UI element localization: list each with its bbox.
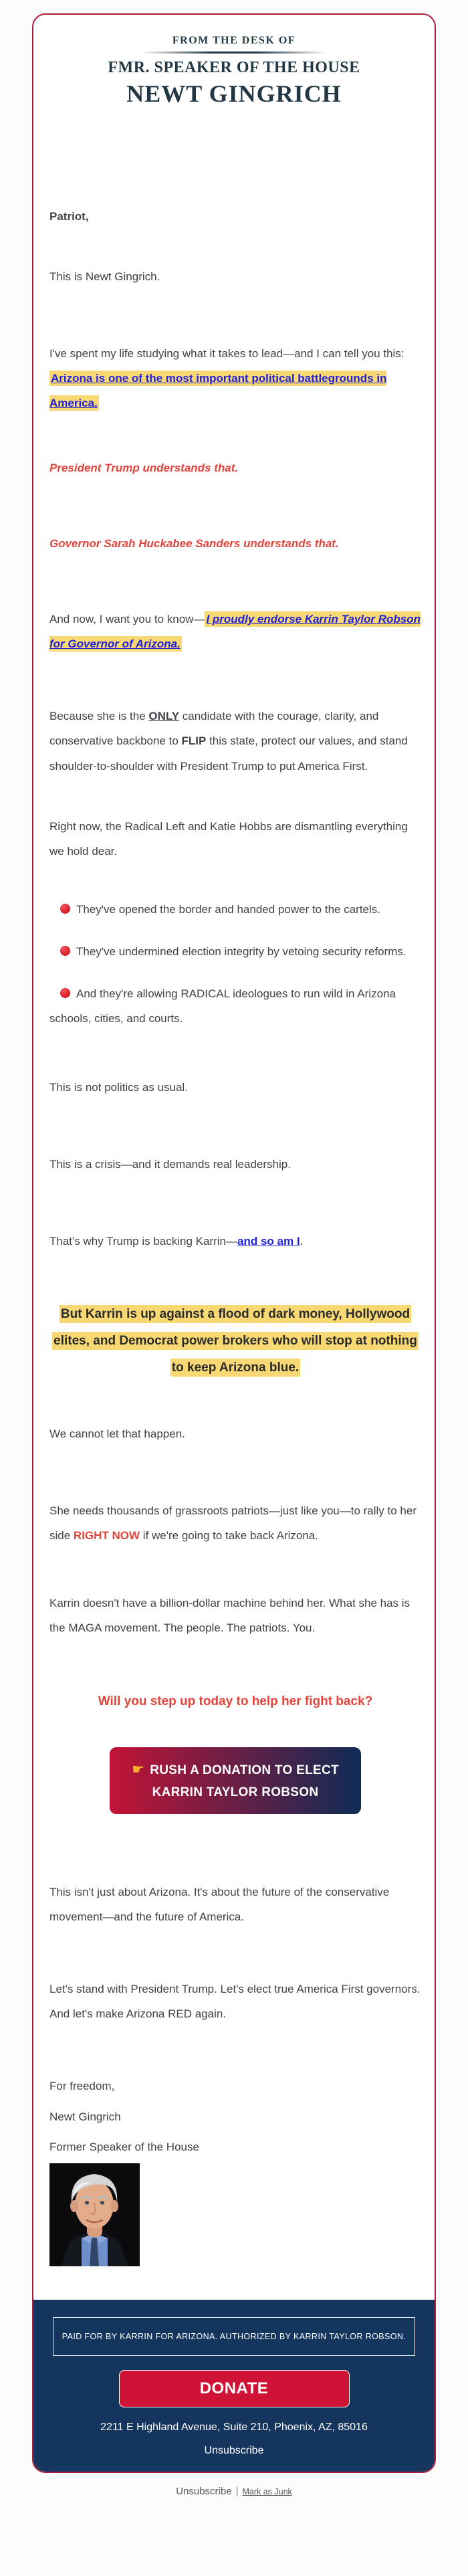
signature-title: Former Speaker of the House xyxy=(49,2140,199,2153)
paragraph-because: Because she is the ONLY candidate with the courage, clarity, and conservative backbone to FLIP this state, protect our values, and stand shoulder-to-shoulder with President Trump to put America First. xyxy=(49,710,408,773)
arizona-battleground-link[interactable]: Arizona is one of the most important political battlegrounds in America. xyxy=(49,372,387,410)
paragraph-rightnow: Right now, the Radical Left and Katie Hobbs are dismantling everything we hold dear. xyxy=(49,819,408,858)
bullet-item: And they're allowing RADICAL ideologues to run wild in Arizona schools, cities, and courts. xyxy=(49,987,396,1025)
letterhead-subtitle: FMR. SPEAKER OF THE HOUSE xyxy=(108,59,360,76)
red-circle-icon xyxy=(60,946,70,956)
letterhead-eyebrow: FROM THE DESK OF xyxy=(172,35,296,46)
only-emphasis: ONLY xyxy=(148,710,180,723)
letter-body xyxy=(33,204,435,2266)
signature-name: Newt Gingrich xyxy=(49,2110,121,2123)
endorse-link[interactable]: I proudly endorse Karrin Taylor Robson for Governor of Arizona. xyxy=(49,613,421,651)
paragraph-darkmoney: But Karrin is up against a flood of dark money, Hollywood elites, and Democrat power brokers who will stop at nothing to keep Arizona blue. xyxy=(49,1301,421,1381)
cta-section xyxy=(49,1747,421,1814)
paragraph-endorse: And now, I want you to know— I proudly endorse Karrin Taylor Robson for Governor of Arizona. xyxy=(49,613,421,651)
so-am-i-link[interactable]: and so am I xyxy=(237,1234,300,1248)
red-circle-icon xyxy=(60,988,70,998)
newt-gingrich-photo xyxy=(49,2163,140,2266)
paragraph-stand: Let's stand with President Trump. Let's elect true America First governors. And let's make Arizona RED again. xyxy=(49,1983,421,2021)
unsubscribe-link[interactable]: Unsubscribe xyxy=(176,2486,232,2498)
paragraph-cannot: We cannot let that happen. xyxy=(49,1427,185,1440)
separator: | xyxy=(235,2486,239,2498)
paid-for-disclaimer: PAID FOR BY KARRIN FOR ARIZONA. AUTHORIZED BY KARRIN TAYLOR ROBSON. xyxy=(53,2317,415,2357)
paragraph-sanders: Governor Sarah Huckabee Sanders understands that. xyxy=(49,537,339,551)
paragraph-notusual: This is not politics as usual. xyxy=(49,1080,188,1094)
paragraph-intro: This is Newt Gingrich. xyxy=(49,270,160,284)
letter-card xyxy=(32,13,436,2473)
campaign-address: 2211 E Highland Avenue, Suite 210, Phoenix, AZ, 85016 xyxy=(100,2421,368,2434)
rush-donation-label: RUSH A DONATION TO ELECT KARRIN TAYLOR ROBSON xyxy=(150,1763,339,1799)
flip-emphasis: FLIP xyxy=(181,734,207,748)
paragraph-spent: I've spent my life studying what it takes to lead—and I can tell you this: Arizona is one of the most important political battlegrounds in America. xyxy=(49,347,404,410)
paragraph-trump: President Trump understands that. xyxy=(49,462,239,475)
paragraph-question: Will you step up today to help her fight back? xyxy=(98,1694,373,1708)
paragraph-maga: Karrin doesn't have a billion-dollar machine behind her. What she has is the MAGA movement. The people. The patriots. You. xyxy=(49,1596,411,1634)
letterhead-divider xyxy=(140,52,328,54)
email-client-footer xyxy=(0,2486,468,2497)
letterhead xyxy=(33,15,435,108)
red-circle-icon xyxy=(60,904,70,914)
paragraph-needs: She needs thousands of grassroots patriots—just like you—to rally to her side RIGHT NOW if we're going to take back Arizona. xyxy=(49,1504,417,1542)
bullet-item: They've undermined election integrity by vetoing security reforms. xyxy=(49,939,421,964)
closing-line: For freedom, xyxy=(49,2080,115,2093)
mark-as-junk-link[interactable]: Mark as Junk xyxy=(242,2487,292,2497)
page-title: NEWT GINGRICH xyxy=(126,80,342,107)
bullet-item: They've opened the border and handed power to the cartels. xyxy=(49,897,421,922)
footer-unsubscribe-link[interactable]: Unsubscribe xyxy=(204,2445,264,2457)
donate-button[interactable]: DONATE xyxy=(119,2370,350,2407)
footer xyxy=(33,2300,435,2472)
paragraph-future: This isn't just about Arizona. It's about the future of the conservative movement—and the future of America. xyxy=(49,1886,390,1924)
paragraph-crisis: This is a crisis—and it demands real leadership. xyxy=(49,1157,291,1171)
paragraph-backing: That's why Trump is backing Karrin—and so am I. xyxy=(49,1234,304,1248)
salutation: Patriot, xyxy=(49,210,89,223)
rush-donation-button[interactable] xyxy=(110,1747,361,1814)
pointing-finger-icon: ☛ xyxy=(132,1762,145,1778)
right-now-emphasis: RIGHT NOW xyxy=(73,1528,140,1542)
